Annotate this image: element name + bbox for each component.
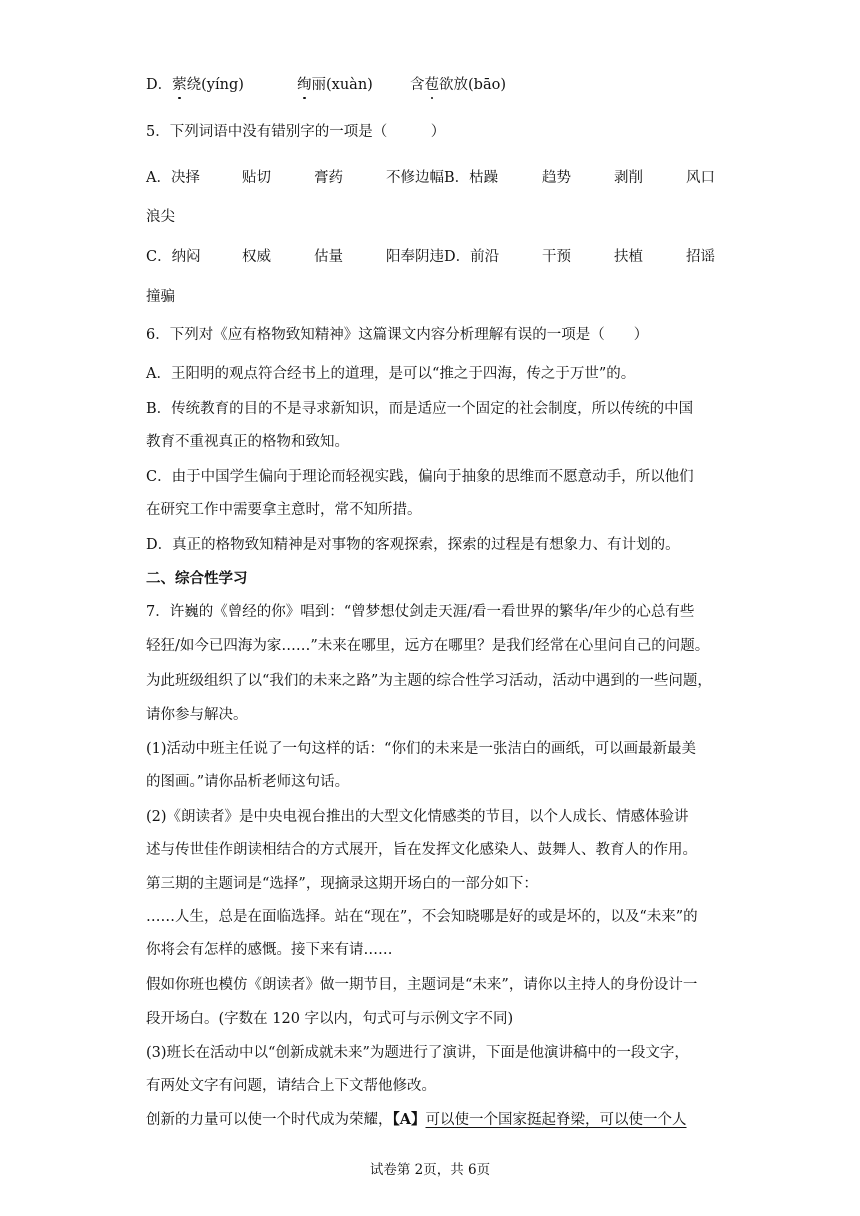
q7-part3-line1: (3)班长在活动中以“创新成就未来”为题进行了演讲，下面是他演讲稿中的一段文字，: [146, 1045, 689, 1061]
q7-intro-line1: 7．许巍的《曾经的你》唱到：“曾梦想仗剑走天涯/看一看世界的繁华/年少的心总有些: [146, 604, 695, 620]
section-heading: 二、综合性学习: [146, 570, 248, 587]
q5-d-word2: 干预: [542, 249, 571, 265]
q5-c-word4: 阳奉阴违D．前沿: [386, 249, 500, 265]
q5-a-word1: A．决择: [146, 170, 200, 186]
q5-c-word1: C．纳闷: [146, 249, 201, 265]
q6-option-a: A．王阳明的观点符合经书上的道理，是可以“推之于四海，传之于万世”的。: [146, 366, 636, 382]
q7-intro-line4: 请你参与解决。: [146, 707, 248, 723]
q7-part3-line2: 有两处文字有问题，请结合上下文帮他修改。: [146, 1078, 436, 1094]
underlined-text: 可以使一个国家挺起脊梁，可以使一个人: [425, 1112, 687, 1128]
q6-option-c-line2: 在研究工作中需要拿主意时，常不知所措。: [146, 502, 422, 518]
q7-part1-line2: 的图画。”请你品析老师这句话。: [146, 774, 350, 790]
q5-a-word2: 贴切: [242, 170, 271, 186]
char: 含: [410, 77, 425, 93]
q5-c-word3: 估量: [314, 249, 343, 265]
q5-d-word3: 扶植: [614, 249, 643, 265]
q7-part3-passage: [146, 1110, 687, 1130]
q5-b-wrap: 浪尖: [146, 209, 175, 225]
word-pinyin: 绕(yíng): [186, 77, 244, 93]
q5-b-word3: 剥削: [614, 170, 643, 186]
q5-b-word4: 风口: [686, 170, 715, 186]
q5-a-word4: 不修边幅B．枯躁: [386, 170, 499, 186]
q6-option-d: D．真正的格物致知精神是对事物的客观探索，探索的过程是有想象力、有计划的。: [146, 537, 680, 553]
q5-b-word2: 趋势: [542, 170, 571, 186]
option-label: D．: [146, 77, 173, 93]
dotted-char: 萦: [172, 77, 187, 93]
q7-part2-line5: 你将会有怎样的感慨。接下来有请……: [146, 942, 393, 958]
q7-part2-line7: 段开场白。(字数在 120 字以内，句式可与示例文字不同): [146, 1011, 514, 1027]
q7-part1-line1: (1)活动中班主任说了一句这样的话：“你们的未来是一张洁白的画纸，可以画最新最美: [146, 741, 696, 757]
dotted-char: 绚: [297, 77, 312, 93]
q5-stem: 5．下列词语中没有错别字的一项是（ ）: [146, 124, 446, 140]
word-pinyin: 丽(xuàn): [311, 77, 373, 93]
q6-option-b-line2: 教育不重视真正的格物和致知。: [146, 434, 349, 450]
passage-text: 创新的力量可以使一个时代成为荣耀，: [146, 1112, 393, 1128]
blank-marker-a: 【A】: [392, 1111, 426, 1128]
q5-d-word4: 招谣: [686, 249, 715, 265]
q7-part2-line3: 第三期的主题词是“选择”，现摘录这期开场白的一部分如下：: [146, 876, 538, 892]
q7-part2-line1: (2)《朗读者》是中央电视台推出的大型文化情感类的节目，以个人成长、情感体验讲: [146, 809, 689, 825]
q7-intro-line2: 轻狂/如今已四海为家……”未来在哪里，远方在哪里？是我们经常在心里问自己的问题。: [146, 638, 710, 654]
q4-option-d-word2: [297, 75, 373, 95]
q4-option-d: [146, 75, 244, 95]
word-pinyin: 欲放(bāo): [439, 77, 506, 93]
q5-c-word2: 权威: [242, 249, 271, 265]
q7-part2-line2: 述与传世佳作朗读相结合的方式展开，旨在发挥文化感染人、鼓舞人、教育人的作用。: [146, 842, 697, 858]
q7-intro-line3: 为此班级组织了以“我们的未来之路”为主题的综合性学习活动，活动中遇到的一些问题，: [146, 673, 712, 689]
q6-option-b-line1: B．传统教育的目的不是寻求新知识，而是适应一个固定的社会制度，所以传统的中国: [146, 401, 694, 417]
q4-option-d-word3: [410, 75, 506, 95]
dotted-char: 苞: [424, 77, 439, 93]
q7-part2-line6: 假如你班也模仿《朗读者》做一期节目，主题词是“未来”，请你以主持人的身份设计一: [146, 977, 698, 993]
q5-d-wrap: 撞骗: [146, 289, 175, 305]
q5-a-word3: 膏药: [314, 170, 343, 186]
page-footer: 试卷第 2页，共 6页: [369, 1162, 491, 1178]
q6-option-c-line1: C．由于中国学生偏向于理论而轻视实践，偏向于抽象的思维而不愿意动手，所以他们: [146, 469, 694, 485]
q7-part2-line4: ……人生，总是在面临选择。站在“现在”，不会知晓哪是好的或是坏的，以及“未来”的: [146, 909, 698, 925]
q6-stem: 6．下列对《应有格物致知精神》这篇课文内容分析理解有误的一项是（ ）: [146, 327, 649, 343]
